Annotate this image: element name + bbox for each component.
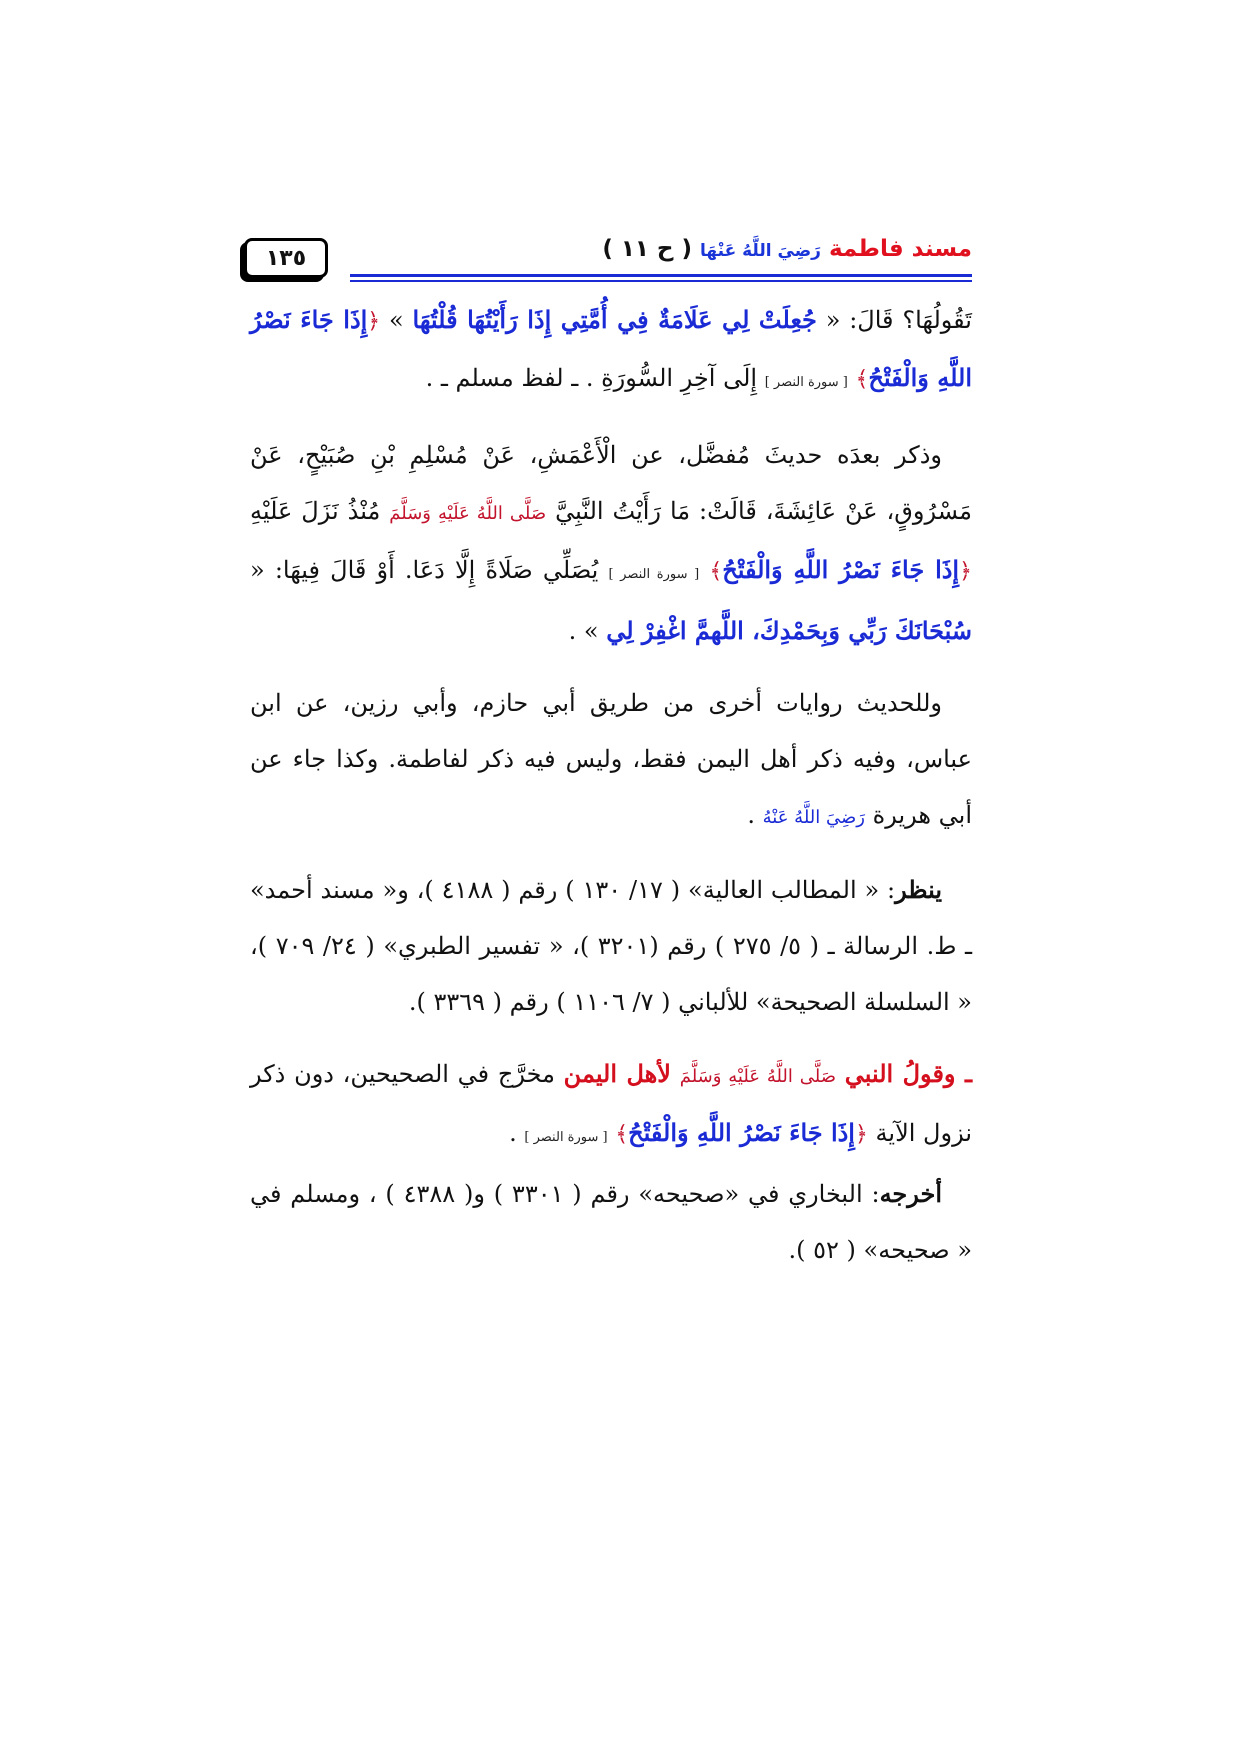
paragraph-5 xyxy=(250,1046,972,1166)
text-span: يُصَلِّي صَلَاةً إِلَّا دَعَا. أَوْ قَالَ فِيهَا: « xyxy=(250,556,599,584)
red-heading: ـ وقولُ النبي xyxy=(844,1059,972,1088)
text-span: تَقُولُهَا؟ قَالَ: « xyxy=(825,306,972,334)
reference-text: : « المطالب العالية» ( ١٧/ ١٣٠ ) رقم ( ٤١٨٨ )، و« مسند أحمد» ـ ط. الرسالة ـ ( ٥/ ٢٧٥ ) رقم (٣٢٠١ )، « تفسير الطبري» ( ٢٤/ ٧٠٩ )، « السلسلة الصحيحة» للألباني ( ٧/ ١١٠٦ ) رقم ( ٣٣٦٩ ). xyxy=(250,876,973,1016)
text-span: » xyxy=(389,306,404,334)
paragraph-3 xyxy=(250,675,972,846)
running-head-name: مسند فاطمة xyxy=(828,236,972,262)
paragraph-1 xyxy=(250,292,972,411)
takhrij-text: : البخاري في «صحيحه» رقم ( ٣٣٠١ ) و( ٤٣٨٨ ) ، ومسلم في « صحيحه» ( ٥٢ ). xyxy=(250,1180,972,1264)
quran-bracket-open: ﴿ xyxy=(367,309,381,334)
red-heading: لأهل اليمن xyxy=(563,1059,671,1088)
surah-reference: [ سورة النصر ] xyxy=(608,567,700,582)
quran-verse: إِذَا جَاءَ نَصْرُ اللَّهِ وَالْفَتْحُ xyxy=(722,555,960,584)
text-span: مُنْذُ نَزَلَ عَلَيْهِ xyxy=(250,497,381,525)
quran-bracket-close: ﴾ xyxy=(855,367,869,392)
text-span: وللحديث روايات أخرى من طريق أبي حازم، وأبي رزين، عن ابن عباس، وفيه ذكر أهل اليمن فقط، وليس فيه ذكر لفاطمة. وكذا جاء عن أبي هريرة xyxy=(250,689,972,829)
text-span: مخرَّج في الصحيحين، دون ذكر نزول الآية xyxy=(250,1060,972,1147)
paragraph-4 xyxy=(250,862,972,1030)
page-body xyxy=(250,292,972,1278)
text-span: إِلَى آخِرِ السُّورَةِ . ـ لفظ مسلم ـ . xyxy=(425,364,758,392)
hadith-quote: جُعِلَتْ لِي عَلَامَةٌ فِي أُمَّتِي إِذَا رَأَيْتُهَا قُلْتُهَا xyxy=(412,305,817,334)
honorific: صَلَّى اللَّهُ عَلَيْهِ وَسَلَّمَ xyxy=(679,1066,836,1087)
hadith-quote: سُبْحَانَكَ رَبِّي وَبِحَمْدِكَ، اللَّهمَّ اغْفِرْ لِي xyxy=(606,616,972,645)
quran-bracket-close: ﴾ xyxy=(615,1122,629,1147)
honorific: رَضِيَ اللَّهُ عَنْهُ xyxy=(762,807,865,828)
quran-verse: إِذَا جَاءَ نَصْرُ اللَّهِ وَالْفَتْحُ xyxy=(250,305,972,392)
header-rule xyxy=(350,274,972,277)
surah-reference: [ سورة النصر ] xyxy=(764,375,848,390)
paragraph-6 xyxy=(250,1166,972,1278)
running-head-honorific: رَضِيَ اللَّهُ عَنْهَا xyxy=(700,241,821,261)
header-rule-thin xyxy=(350,280,972,282)
text-span: وذكر بعدَه حديثَ مُفضَّل، عن الْأَعْمَشِ، عَنْ مُسْلِمِ بْنِ صُبَيْحٍ، عَنْ مَسْرُوقٍ، عَنْ عَائِشَةَ، قَالَتْ: مَا رَأَيْتُ النَّبِيَّ xyxy=(250,441,972,525)
reference-label: ينظر xyxy=(895,875,942,904)
honorific: صَلَّى اللَّهُ عَلَيْهِ وَسَلَّمَ xyxy=(389,503,547,524)
quran-verse: إِذَا جَاءَ نَصْرُ اللَّهِ وَالْفَتْحُ xyxy=(628,1118,855,1147)
quran-bracket-open: ﴿ xyxy=(854,1122,868,1147)
running-head xyxy=(602,236,972,262)
page-header xyxy=(244,232,972,278)
text-span: » . xyxy=(568,617,599,645)
paragraph-2 xyxy=(250,427,972,659)
quran-bracket-close: ﴾ xyxy=(709,559,723,584)
quran-bracket-open: ﴿ xyxy=(959,559,972,584)
text-span: . xyxy=(509,1119,517,1147)
page-number: ١٣٥ xyxy=(244,238,328,278)
running-head-ref: ( ح ١١ ) xyxy=(602,236,693,262)
surah-reference: [ سورة النصر ] xyxy=(524,1130,608,1145)
takhrij-label: أخرجه xyxy=(879,1179,943,1208)
text-span: . xyxy=(747,801,755,829)
